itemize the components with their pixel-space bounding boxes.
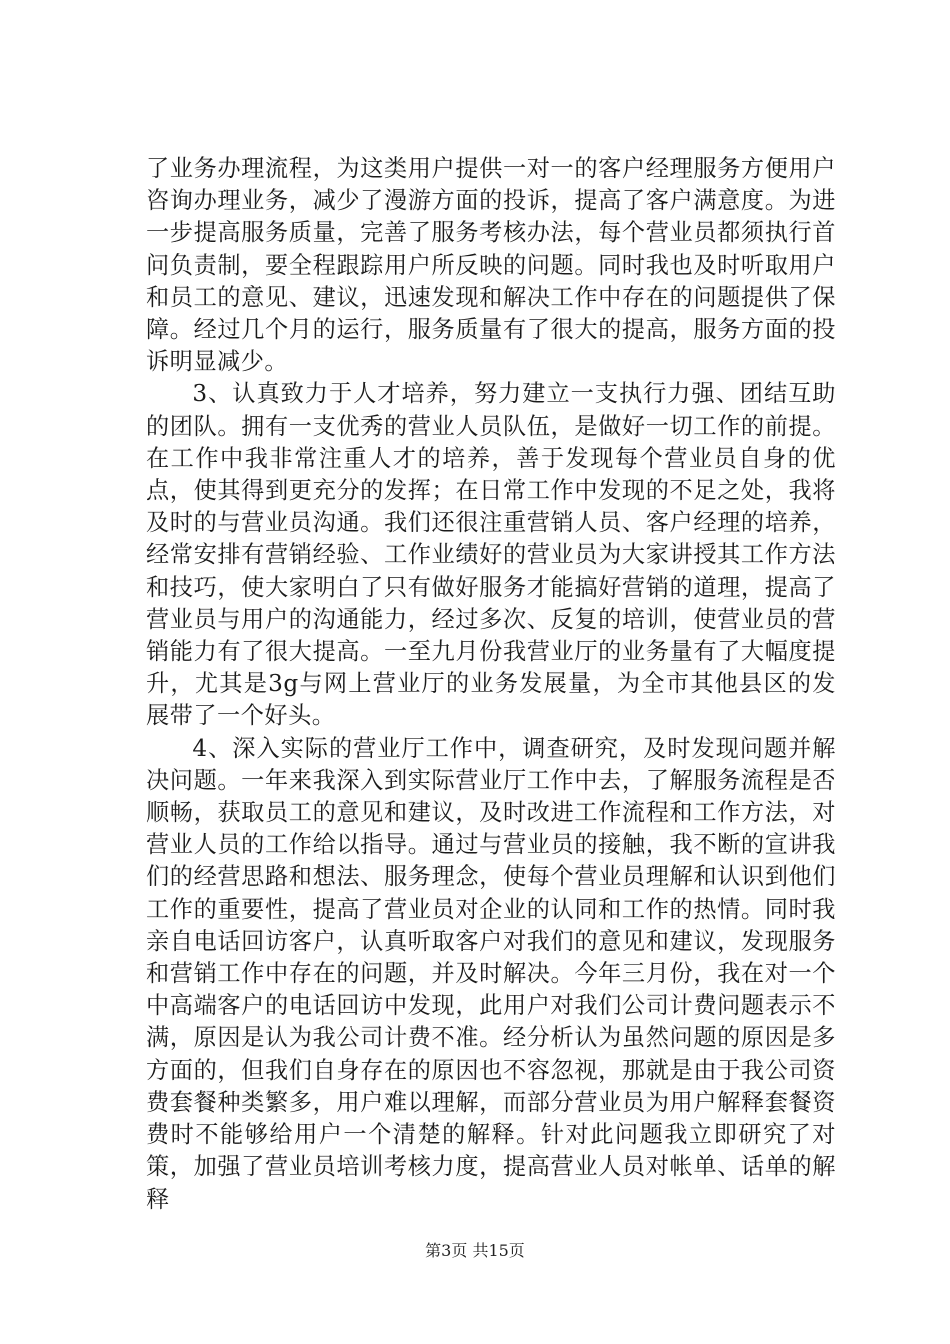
page-number: 第3页 共15页 [425, 1241, 525, 1260]
document-body [146, 153, 836, 1216]
paragraph-continuation: 了业务办理流程，为这类用户提供一对一的客户经理服务方便用户咨询办理业务，减少了漫游方面的投诉，提高了客户满意度。为进一步提高服务质量，完善了服务考核办法，每个营业员都须执行首问负责制，要全程跟踪用户所反映的问题。同时我也及时听取用户和员工的意见、建议，迅速发现和解决工作中存在的问题提供了保障。经过几个月的运行，服务质量有了很大的提高，服务方面的投诉明显减少。 [146, 155, 836, 376]
page-footer [0, 1241, 950, 1261]
paragraph-field-research: 4、深入实际的营业厅工作中，调查研究，及时发现问题并解决问题。一年来我深入到实际营业厅工作中去，了解服务流程是否顺畅，获取员工的意见和建议，及时改进工作流程和工作方法，对营业人员的工作给以指导。通过与营业员的接触，我不断的宣讲我们的经营思路和想法、服务理念，使每个营业员理解和认识到他们工作的重要性，提高了营业员对企业的认同和工作的热情。同时我亲自电话回访客户，认真听取客户对我们的意见和建议，发现服务和营销工作中存在的问题，并及时解决。今年三月份，我在对一个中高端客户的电话回访中发现，此用户对我们公司计费问题表示不满，原因是认为我公司计费不准。经分析认为虽然问题的原因是多方面的，但我们自身存在的原因也不容忽视，那就是由于我公司资费套餐种类繁多，用户难以理解，而部分营业员为用户解释套餐资费时不能够给用户一个清楚的解释。针对此问题我立即研究了对策，加强了营业员培训考核力度，提高营业人员对帐单、话单的解释 [146, 734, 836, 1213]
paragraph-talent-training: 3、认真致力于人才培养，努力建立一支执行力强、团结互助的团队。拥有一支优秀的营业人员队伍，是做好一切工作的前提。在工作中我非常注重人才的培养，善于发现每个营业员自身的优点，使其得到更充分的发挥；在日常工作中发现的不足之处，我将及时的与营业员沟通。我们还很注重营销人员、客户经理的培养，经常安排有营销经验、工作业绩好的营业员为大家讲授其工作方法和技巧，使大家明白了只有做好服务才能搞好营销的道理，提高了营业员与用户的沟通能力，经过多次、反复的培训，使营业员的营销能力有了很大提高。一至九月份我营业厅的业务量有了大幅度提升，尤其是3g与网上营业厅的业务发展量，为全市其他县区的发展带了一个好头。 [146, 380, 836, 730]
